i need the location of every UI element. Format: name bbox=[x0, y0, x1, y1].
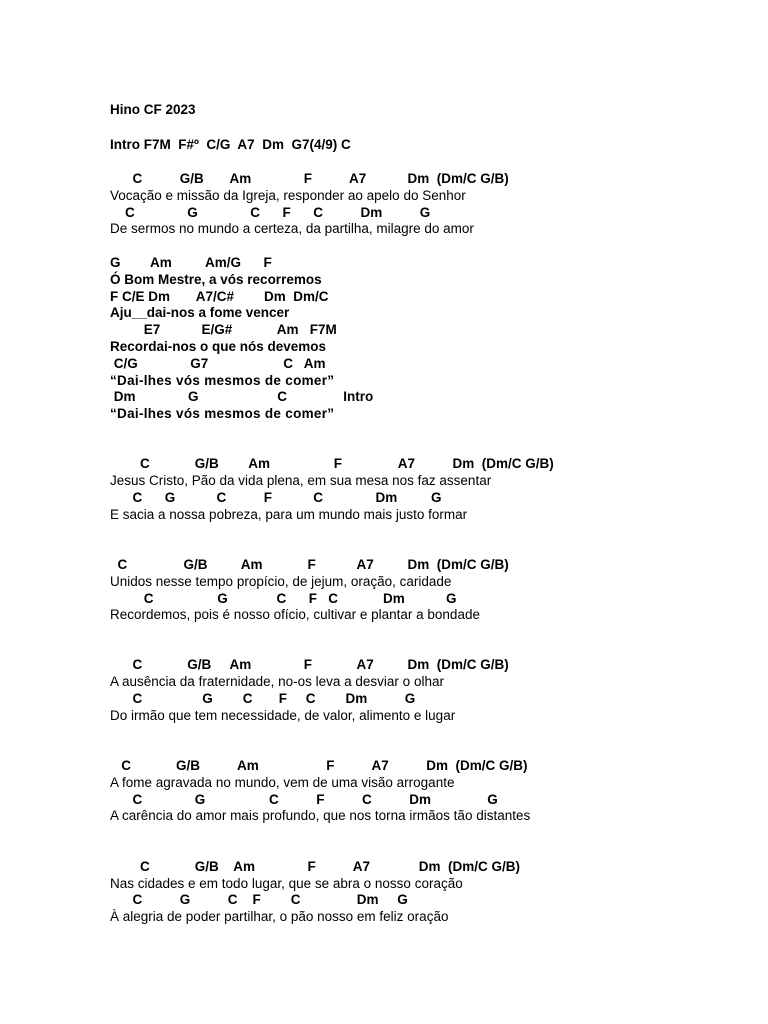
chorus-chords-5: Dm G C Intro bbox=[110, 389, 374, 404]
verse2-chords-2: C G C F C Dm G bbox=[110, 490, 442, 505]
verse6-lyric-1: Nas cidades e em todo lugar, que se abra o nosso coração bbox=[110, 876, 463, 891]
verse1-chords-1: C G/B Am F A7 Dm (Dm/C G/B) bbox=[110, 171, 509, 186]
verse5-lyric-2: A carência do amor mais profundo, que nos torna irmãos tão distantes bbox=[110, 808, 531, 823]
verse5-lyric-1: A fome agravada no mundo, vem de uma visão arrogante bbox=[110, 775, 455, 790]
verse5-chords-1: C G/B Am F A7 Dm (Dm/C G/B) bbox=[110, 758, 528, 773]
verse1-chords-2: C G C F C Dm G bbox=[110, 205, 431, 220]
chorus-chords-1: G Am Am/G F bbox=[110, 255, 272, 270]
song-title: Hino CF 2023 bbox=[110, 102, 196, 117]
chorus-lyric-2: Aju__dai-nos a fome vencer bbox=[110, 305, 290, 320]
verse4-chords-1: C G/B Am F A7 Dm (Dm/C G/B) bbox=[110, 657, 509, 672]
chorus-lyric-5: “Dai-lhes vós mesmos de comer” bbox=[110, 406, 335, 421]
verse6-chords-2: C G C F C Dm G bbox=[110, 892, 408, 907]
verse6-lyric-2: À alegria de poder partilhar, o pão nosso em feliz oração bbox=[110, 909, 449, 924]
verse3-chords-2: C G C F C Dm G bbox=[110, 591, 457, 606]
chorus-chords-4: C/G G7 C Am bbox=[110, 356, 326, 371]
intro-line: Intro F7M F#º C/G A7 Dm G7(4/9) C bbox=[110, 137, 351, 152]
verse6-chords-1: C G/B Am F A7 Dm (Dm/C G/B) bbox=[110, 859, 521, 874]
chorus-chords-3: E7 E/G# Am F7M bbox=[110, 322, 337, 337]
verse2-lyric-1: Jesus Cristo, Pão da vida plena, em sua mesa nos faz assentar bbox=[110, 473, 492, 488]
chorus-lyric-4: “Dai-lhes vós mesmos de comer” bbox=[110, 373, 335, 388]
verse3-lyric-1: Unidos nesse tempo propício, de jejum, oração, caridade bbox=[110, 574, 452, 589]
verse4-lyric-2: Do irmão que tem necessidade, de valor, alimento e lugar bbox=[110, 708, 456, 723]
chorus-lyric-3: Recordai-nos o que nós devemos bbox=[110, 339, 327, 354]
verse2-lyric-2: E sacia a nossa pobreza, para um mundo mais justo formar bbox=[110, 507, 468, 522]
chorus-lyric-1: Ó Bom Mestre, a vós recorremos bbox=[110, 272, 322, 287]
verse3-lyric-2: Recordemos, pois é nosso ofício, cultivar e plantar a bondade bbox=[110, 607, 480, 622]
chorus-chords-2: F C/E Dm A7/C# Dm Dm/C bbox=[110, 289, 329, 304]
verse1-lyric-1: Vocação e missão da Igreja, responder ao apelo do Senhor bbox=[110, 188, 466, 203]
verse3-chords-1: C G/B Am F A7 Dm (Dm/C G/B) bbox=[110, 557, 509, 572]
verse2-chords-1: C G/B Am F A7 Dm (Dm/C G/B) bbox=[110, 456, 554, 471]
verse4-chords-2: C G C F C Dm G bbox=[110, 691, 416, 706]
verse1-lyric-2: De sermos no mundo a certeza, da partilha, milagre do amor bbox=[110, 221, 474, 236]
verse5-chords-2: C G C F C Dm G bbox=[110, 792, 498, 807]
verse4-lyric-1: A ausência da fraternidade, no-os leva a desviar o olhar bbox=[110, 674, 444, 689]
